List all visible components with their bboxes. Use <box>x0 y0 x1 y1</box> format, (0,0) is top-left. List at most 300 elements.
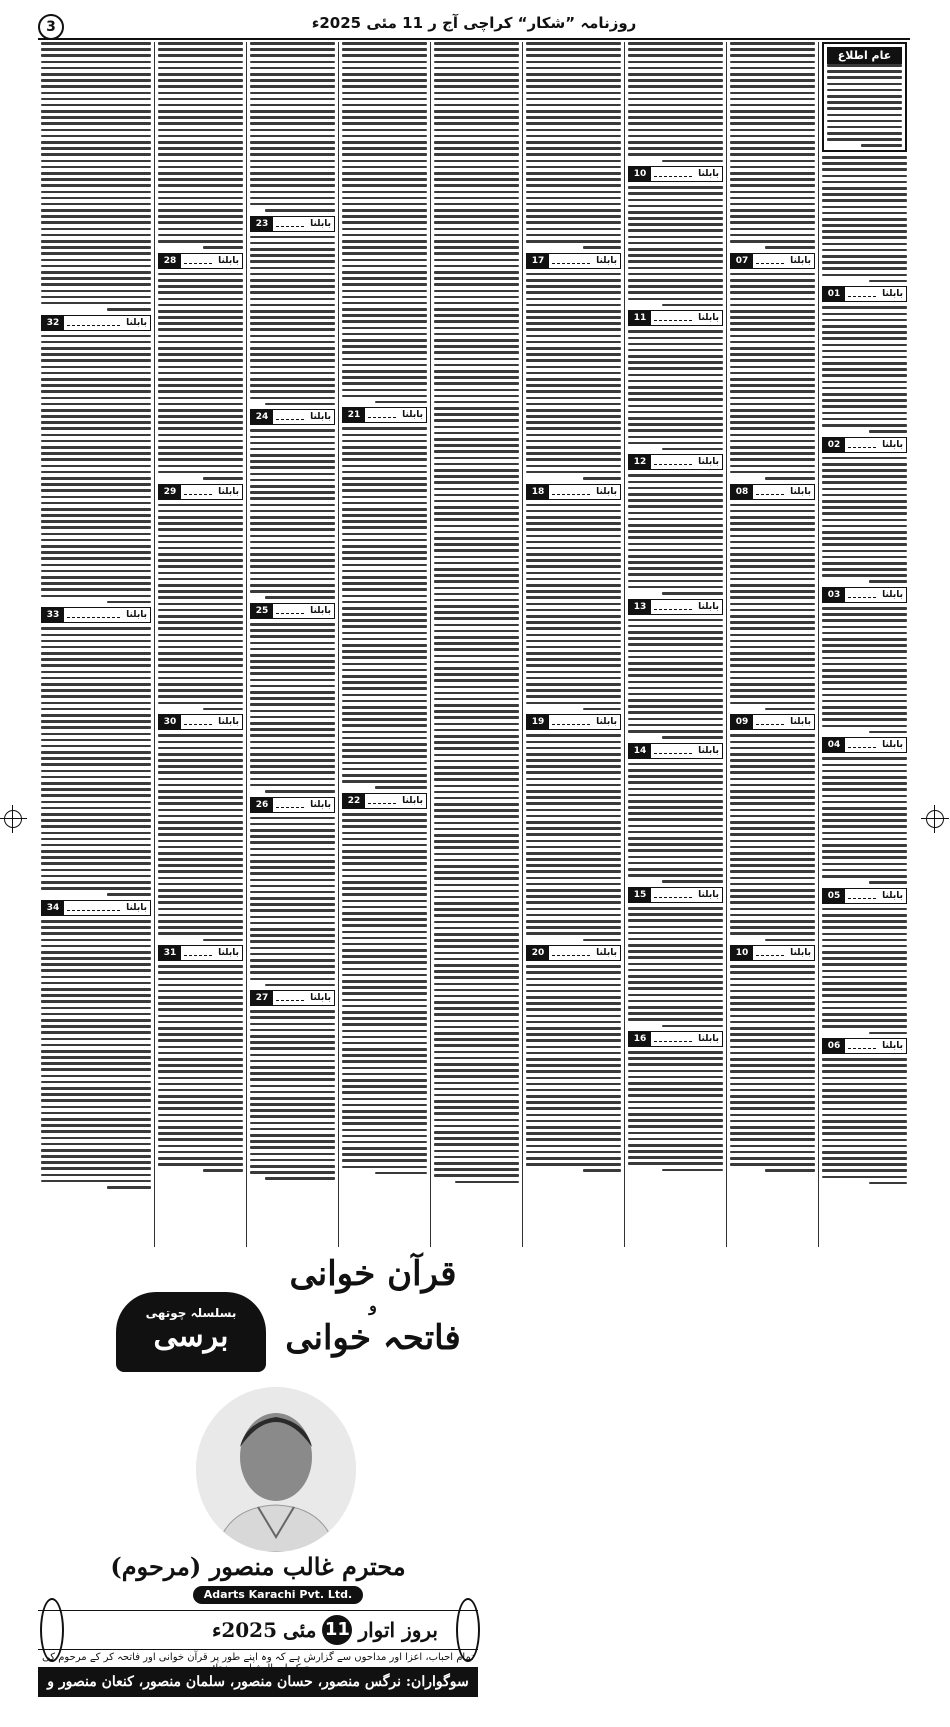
article-text <box>730 42 815 249</box>
text-line <box>342 1159 427 1162</box>
text-line <box>730 1157 815 1160</box>
text-line <box>526 821 621 824</box>
text-line <box>158 852 243 855</box>
article-text <box>158 504 243 711</box>
text-line <box>730 291 815 294</box>
text-line <box>526 234 621 237</box>
text-line <box>526 664 621 667</box>
text-line <box>250 110 335 113</box>
text-line <box>526 359 621 362</box>
section-label: بابلنا <box>402 795 423 806</box>
text-line <box>342 881 427 884</box>
text-line <box>434 1020 519 1023</box>
text-line <box>434 741 519 744</box>
text-line <box>730 1052 815 1055</box>
text-line <box>822 1139 907 1142</box>
text-line <box>730 790 815 793</box>
text-line <box>822 1077 907 1080</box>
text-line <box>822 1163 907 1166</box>
section-number: 04 <box>823 738 845 752</box>
text-line <box>434 184 519 187</box>
text-line <box>526 421 621 424</box>
text-line <box>526 415 621 418</box>
text-column-6 <box>338 42 430 1247</box>
text-line <box>41 209 151 212</box>
text-line <box>158 322 243 325</box>
text-line <box>822 795 907 798</box>
text-line <box>822 963 907 966</box>
text-line <box>41 1155 151 1158</box>
dash-line <box>67 608 120 618</box>
text-line <box>41 819 151 822</box>
text-line <box>822 644 907 647</box>
text-line <box>41 1068 151 1071</box>
text-line <box>250 978 335 981</box>
text-line <box>342 576 427 579</box>
text-line <box>434 989 519 992</box>
text-line <box>526 671 621 674</box>
article-text <box>41 335 151 604</box>
text-line <box>434 846 519 849</box>
text-line <box>250 48 335 51</box>
text-line <box>526 42 621 45</box>
text-line <box>158 1058 243 1061</box>
text-line <box>342 277 427 280</box>
section-tag-bar <box>628 1031 723 1047</box>
text-line <box>250 854 335 857</box>
text-line <box>822 619 907 622</box>
section-label: بابلنا <box>882 289 903 300</box>
text-line <box>434 512 519 515</box>
text-line <box>434 160 519 163</box>
text-line <box>158 883 243 886</box>
text-line <box>822 1101 907 1104</box>
text-line <box>41 887 151 890</box>
text-line <box>158 504 243 507</box>
text-line <box>250 734 335 737</box>
text-line <box>434 747 519 750</box>
text-line <box>628 411 723 414</box>
article-text <box>730 273 815 480</box>
text-line <box>434 364 519 367</box>
text-line <box>41 652 151 655</box>
text-line <box>628 1144 723 1147</box>
text-line <box>869 280 907 283</box>
text-line <box>822 344 907 347</box>
text-line <box>827 138 902 141</box>
ornament-right <box>456 1598 480 1662</box>
text-line <box>250 504 335 507</box>
dash-line <box>848 1039 876 1049</box>
text-line <box>822 218 907 221</box>
text-line <box>628 1006 723 1009</box>
text-line <box>869 731 907 734</box>
text-line <box>250 934 335 937</box>
section-label: بابلنا <box>218 948 239 959</box>
text-line <box>342 489 427 492</box>
text-line <box>730 603 815 606</box>
text-line <box>250 691 335 694</box>
text-line <box>628 1119 723 1122</box>
dash-line <box>756 485 784 495</box>
text-line <box>158 1077 243 1080</box>
section-label: بابلنا <box>698 745 719 756</box>
text-line <box>158 122 243 125</box>
text-line <box>526 1077 621 1080</box>
text-line <box>434 1063 519 1066</box>
text-line <box>342 875 427 878</box>
text-line <box>41 582 151 585</box>
text-line <box>250 153 335 156</box>
section-tag-bar <box>730 484 815 500</box>
text-line <box>730 996 815 999</box>
text-line <box>434 339 519 342</box>
text-line <box>265 209 335 212</box>
dash-line <box>368 408 396 418</box>
text-line <box>822 512 907 515</box>
text-line <box>342 296 427 299</box>
text-line <box>730 378 815 381</box>
text-line <box>526 1015 621 1018</box>
text-line <box>434 215 519 218</box>
text-line <box>730 990 815 993</box>
text-line <box>41 963 151 966</box>
text-line <box>730 664 815 667</box>
text-line <box>250 940 335 943</box>
text-line <box>583 1169 621 1172</box>
text-line <box>434 463 519 466</box>
text-line <box>822 1058 907 1061</box>
text-line <box>730 67 815 70</box>
text-line <box>41 807 151 810</box>
text-line <box>434 203 519 206</box>
text-line <box>342 234 427 237</box>
text-line <box>41 234 151 237</box>
text-line <box>822 574 907 577</box>
section-label: بابلنا <box>698 601 719 612</box>
text-line <box>730 504 815 507</box>
text-line <box>730 1095 815 1098</box>
text-line <box>730 209 815 212</box>
text-line <box>342 663 427 666</box>
text-line <box>41 776 151 779</box>
text-line <box>526 683 621 686</box>
text-line <box>250 160 335 163</box>
text-line <box>342 737 427 740</box>
text-line <box>628 674 723 677</box>
text-line <box>730 1027 815 1030</box>
anniversary-badge <box>116 1292 266 1372</box>
text-line <box>342 937 427 940</box>
section-label: بابلنا <box>596 948 617 959</box>
text-line <box>730 553 815 556</box>
text-line <box>342 706 427 709</box>
text-line <box>250 710 335 713</box>
text-line <box>342 669 427 672</box>
text-line <box>822 550 907 553</box>
text-line <box>526 110 621 113</box>
text-line <box>158 1021 243 1024</box>
text-line <box>827 132 902 135</box>
text-line <box>628 573 723 576</box>
text-line <box>158 1107 243 1110</box>
registration-mark-left <box>4 810 22 828</box>
text-line <box>342 819 427 822</box>
section-label: بابلنا <box>882 439 903 450</box>
text-line <box>41 1106 151 1109</box>
text-line <box>526 135 621 138</box>
text-line <box>822 1007 907 1010</box>
text-line <box>342 1110 427 1113</box>
text-line <box>434 277 519 280</box>
section-label: بابلنا <box>790 486 811 497</box>
text-line <box>526 203 621 206</box>
text-line <box>158 815 243 818</box>
text-line <box>434 735 519 738</box>
text-line <box>41 458 151 461</box>
text-line <box>250 291 335 294</box>
text-line <box>250 335 335 338</box>
section-label: بابلنا <box>698 457 719 468</box>
text-line <box>822 988 907 991</box>
text-line <box>434 599 519 602</box>
text-line <box>730 877 815 880</box>
text-line <box>41 1081 151 1084</box>
article-text <box>822 1058 907 1184</box>
text-line <box>158 1027 243 1030</box>
text-line <box>250 771 335 774</box>
text-line <box>730 1138 815 1141</box>
text-line <box>41 240 151 243</box>
text-line <box>434 834 519 837</box>
text-line <box>434 259 519 262</box>
text-line <box>342 774 427 777</box>
text-line <box>250 897 335 900</box>
text-line <box>730 1101 815 1104</box>
text-line <box>342 1011 427 1014</box>
text-line <box>41 708 151 711</box>
text-line <box>822 374 907 377</box>
text-line <box>158 765 243 768</box>
text-line <box>628 361 723 364</box>
text-line <box>526 434 621 437</box>
text-line <box>158 978 243 981</box>
text-line <box>628 122 723 125</box>
text-line <box>158 166 243 169</box>
text-line <box>434 1168 519 1171</box>
text-line <box>342 364 427 367</box>
text-line <box>730 590 815 593</box>
text-line <box>158 615 243 618</box>
text-line <box>628 656 723 659</box>
text-line <box>41 79 151 82</box>
text-line <box>730 191 815 194</box>
text-line <box>730 1132 815 1135</box>
section-label: بابلنا <box>882 890 903 901</box>
text-line <box>250 260 335 263</box>
text-line <box>628 788 723 791</box>
text-line <box>822 481 907 484</box>
text-line <box>526 409 621 412</box>
text-line <box>158 316 243 319</box>
text-line <box>250 848 335 851</box>
text-line <box>158 98 243 101</box>
text-line <box>158 565 243 568</box>
text-line <box>250 479 335 482</box>
text-line <box>342 974 427 977</box>
text-line <box>434 1007 519 1010</box>
text-line <box>434 964 519 967</box>
text-line <box>526 298 621 301</box>
text-line <box>822 908 907 911</box>
text-line <box>822 236 907 239</box>
text-line <box>41 726 151 729</box>
text-line <box>628 794 723 797</box>
text-line <box>342 813 427 816</box>
text-line <box>158 372 243 375</box>
article-text <box>526 734 621 941</box>
text-line <box>434 1069 519 1072</box>
text-line <box>250 578 335 581</box>
section-number: 12 <box>629 455 651 469</box>
text-line <box>526 1107 621 1110</box>
text-line <box>628 260 723 263</box>
text-line <box>158 759 243 762</box>
text-line <box>730 178 815 181</box>
text-line <box>41 54 151 57</box>
text-line <box>342 427 427 430</box>
text-line <box>583 939 621 942</box>
text-line <box>342 968 427 971</box>
text-line <box>342 358 427 361</box>
text-line <box>434 395 519 398</box>
text-line <box>41 1062 151 1065</box>
section-label: بابلنا <box>596 255 617 266</box>
dash-line <box>654 744 692 754</box>
section-label: بابلنا <box>218 255 239 266</box>
text-line <box>41 172 151 175</box>
text-line <box>628 1000 723 1003</box>
text-line <box>628 849 723 852</box>
text-line <box>434 302 519 305</box>
text-line <box>250 666 335 669</box>
text-line <box>822 825 907 828</box>
text-line <box>822 494 907 497</box>
text-line <box>342 395 427 398</box>
text-line <box>526 1145 621 1148</box>
text-line <box>434 1094 519 1097</box>
text-line <box>250 54 335 57</box>
text-line <box>41 689 151 692</box>
text-line <box>822 1108 907 1111</box>
text-line <box>158 440 243 443</box>
text-line <box>730 827 815 830</box>
text-line <box>583 477 621 480</box>
text-line <box>342 687 427 690</box>
article-text <box>250 236 335 406</box>
text-line <box>628 631 723 634</box>
text-line <box>526 541 621 544</box>
ad-titles <box>268 1252 478 1392</box>
section-label: بابلنا <box>310 799 331 810</box>
text-line <box>628 493 723 496</box>
section-number: 33 <box>42 608 64 622</box>
text-line <box>342 607 427 610</box>
text-line <box>158 640 243 643</box>
text-line <box>158 310 243 313</box>
text-line <box>526 67 621 70</box>
text-line <box>158 1132 243 1135</box>
text-line <box>158 215 243 218</box>
text-line <box>342 209 427 212</box>
text-line <box>526 197 621 200</box>
text-line <box>158 984 243 987</box>
text-line <box>158 833 243 836</box>
text-line <box>41 502 151 505</box>
text-line <box>822 650 907 653</box>
text-line <box>628 868 723 871</box>
text-line <box>434 147 519 150</box>
text-line <box>158 578 243 581</box>
text-line <box>158 85 243 88</box>
text-line <box>869 1032 907 1035</box>
article-text <box>342 813 427 1174</box>
text-line <box>526 802 621 805</box>
text-line <box>526 971 621 974</box>
text-line <box>41 440 151 443</box>
text-line <box>434 228 519 231</box>
text-line <box>434 1001 519 1004</box>
text-line <box>158 1083 243 1086</box>
masthead: روزنامہ ”شکار“ کراچی آج ر 11 مئی 2025ء <box>311 14 637 32</box>
section-label: بابلنا <box>310 218 331 229</box>
text-line <box>434 135 519 138</box>
text-line <box>41 739 151 742</box>
text-line <box>250 965 335 968</box>
text-line <box>250 510 335 513</box>
text-line <box>158 1008 243 1011</box>
text-line <box>526 864 621 867</box>
text-line <box>250 1023 335 1026</box>
article-text <box>250 623 335 793</box>
text-line <box>158 1095 243 1098</box>
text-line <box>250 92 335 95</box>
text-line <box>250 1109 335 1112</box>
text-columns <box>38 42 910 1247</box>
article-text <box>526 965 621 1172</box>
text-line <box>628 355 723 358</box>
text-line <box>822 869 907 872</box>
text-line <box>107 601 151 604</box>
text-line <box>158 341 243 344</box>
text-line <box>822 626 907 629</box>
text-line <box>628 1132 723 1135</box>
text-line <box>628 1094 723 1097</box>
text-line <box>250 623 335 626</box>
text-line <box>434 587 519 590</box>
ad-appeal-text: تمام احباب، اعزا اور مداحوں سے گزارش ہے کہ وہ اپنے طور پر قرآن خوانی اور فاتحہ کر کے مرحوم کی <box>41 1652 475 1663</box>
text-line <box>342 681 427 684</box>
text-line <box>41 801 151 804</box>
text-line <box>822 1120 907 1123</box>
text-line <box>265 984 335 987</box>
text-line <box>158 877 243 880</box>
text-line <box>250 817 335 820</box>
text-line <box>342 675 427 678</box>
text-line <box>41 564 151 567</box>
text-line <box>158 1039 243 1042</box>
text-line <box>434 488 519 491</box>
